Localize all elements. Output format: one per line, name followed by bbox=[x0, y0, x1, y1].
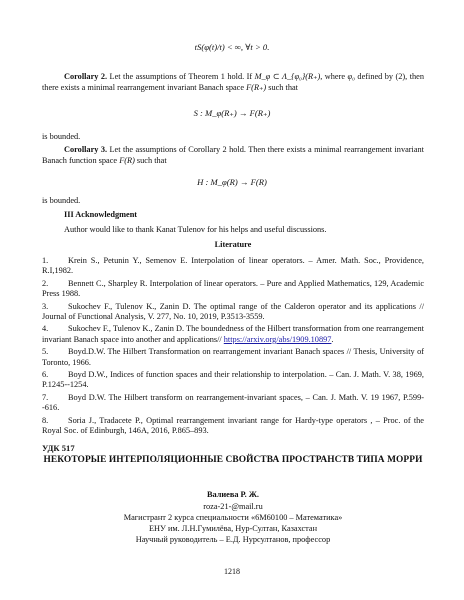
corollary-3-label: Corollary 3. bbox=[64, 145, 108, 154]
reference-item: 1. Krein S., Petunin Y., Semenov E. Interpolation of linear operators. – Amer. Math. Soc., Providence, R.I,1982. bbox=[42, 256, 424, 276]
math-inline: F(R) bbox=[119, 155, 135, 165]
author-affiliation: ЕНУ им. Л.Н.Гумилёва, Нур-Султан, Казахстан bbox=[148, 524, 318, 533]
math-inline: F(R₊) bbox=[246, 82, 267, 92]
math-inline: φ₀ bbox=[347, 72, 355, 81]
corollary-2-paragraph: Corollary 2. Let the assumptions of Theorem 1 hold. If M_φ ⊂ Λ_{φ₀}(R₊), where φ₀ defined by (2), then there exists a minimal rearrangement invariant Banach space F(R₊) such that bbox=[42, 72, 424, 92]
reference-item: 8. Soria J., Tradacete P., Optimal rearrangement invariant range for Hardy-type operators , – Proc. of the Royal Soc. of Edinburgh, 146A, 2016, P.865–893. bbox=[42, 415, 424, 436]
corollary-2-after: is bounded. bbox=[42, 132, 81, 141]
reference-item: 6. Boyd D.W., Indices of function spaces and their relationship to interpolation. – Can. J. Math. V. 38, 1969, P.1245--1254. bbox=[42, 370, 424, 390]
acknowledgment-heading: III Acknowledgment bbox=[64, 210, 138, 219]
reference-item: 3. Sukochev F., Tulenov K., Zanin D. The optimal range of the Calderon operator and its applications // Journal of Functional Analysis, V. 277, No. 10, 2019, P.3513-3559. bbox=[42, 301, 424, 322]
reference-item: 7. Boyd D.W. The Hilbert transform on rearrangement-invariant spaces, – Can. J. Math. V. 19 1967, P.599--616. bbox=[42, 392, 424, 413]
literature-heading: Literature bbox=[214, 240, 252, 249]
author-supervisor: Научный руководитель – Е.Д. Нурсултанов, профессор bbox=[135, 535, 331, 544]
formula-top: tS(φ(t)/t) < ∞, ∀t > 0. bbox=[194, 42, 270, 52]
acknowledgment-text: Author would like to thank Kanat Tulenov for his helps and useful discussions. bbox=[64, 225, 327, 234]
udk-code: УДК 517 bbox=[42, 443, 75, 453]
corollary-2-label: Corollary 2. bbox=[64, 72, 108, 81]
math-inline: M_φ ⊂ Λ_{φ₀}(R₊) bbox=[254, 72, 321, 81]
author-position: Магистрант 2 курса специальности «6М60100 – Математика» bbox=[123, 513, 343, 522]
reference-item: 2. Bennett C., Sharpley R. Interpolation of linear operators. – Pure and Applied Mathematics, 129, Academic Press 1988. bbox=[42, 278, 424, 299]
corollary-3-formula: H : M_φ(R) → F(R) bbox=[197, 177, 267, 187]
reference-list bbox=[42, 256, 424, 439]
corollary-3-after: is bounded. bbox=[42, 196, 81, 205]
reference-item: 4. Sukochev F., Tulenov K., Zanin D. The boundedness of the Hilbert transformation from one rearrangement invariant Banach space into another and applications// https://arxiv.org/abs/1909.10897. bbox=[42, 324, 424, 344]
author-name: Валиева Р. Ж. bbox=[206, 490, 260, 499]
corollary-2-formula: S : M_φ(R₊) → F(R₊) bbox=[193, 108, 271, 118]
arxiv-link[interactable]: https://arxiv.org/abs/1909.10897 bbox=[223, 334, 332, 344]
corollary-3-paragraph: Corollary 3. Let the assumptions of Corollary 2 hold. Then there exists a minimal rearrangement invariant Banach function space F(R) such that bbox=[42, 145, 424, 165]
author-email: roza-21-@mail.ru bbox=[203, 502, 263, 511]
reference-item: 5. Boyd.D.W. The Hilbert Transformation on rearrangement invariant Banach spaces // Thesis, University of Toronto, 1966. bbox=[42, 347, 424, 367]
article-title: НЕКОТОРЫЕ ИНТЕРПОЛЯЦИОННЫЕ СВОЙСТВА ПРОСТРАНСТВ ТИПА МОРРИ bbox=[43, 455, 423, 465]
page-number: 1218 bbox=[224, 567, 240, 576]
